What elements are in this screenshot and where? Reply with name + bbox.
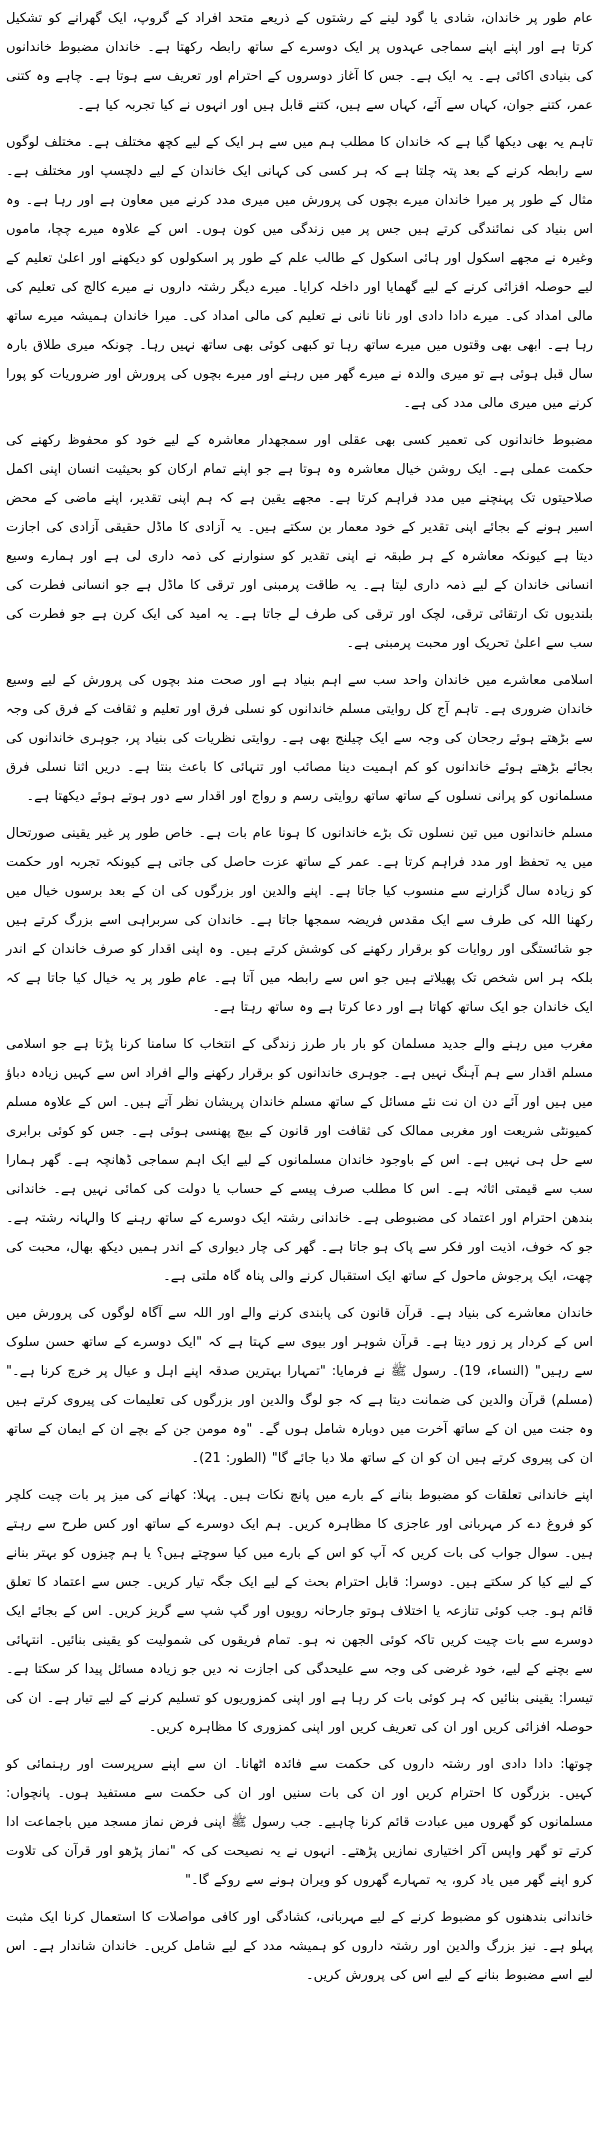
paragraph-islamic-society: اسلامی معاشرے میں خاندان واحد سب سے اہم بنیاد ہے اور صحت مند بچوں کی پرورش کے لیے وسیع خاندان ضروری ہے۔ تاہم آج کل روایتی مسلم خاندانوں کو نسلی فرق اور تعلیم و ثقافت کے فرق کی وجہ سے بڑھتے ہوئے رجحان کی وجہ سے ایک چیلنج بھی ہے۔ روایتی نظریات کی بنیاد پر، جوہری خاندانوں کی بجائے بڑھتے ہوئے خاندانوں کو کم اہمیت دینا مصائب اور تنہائی کا باعث بنتا ہے۔ دریں اثنا نسلی فرق مسلمانوں کو پرانی نسلوں کے ساتھ ساتھ روایتی رسم و رواج اور اقدار سے دور ہوتے ہوئے دیکھتا ہے۔ — [6, 673, 593, 804]
paragraph-strong-families: مضبوط خاندانوں کی تعمیر کسی بھی عقلی اور سمجھدار معاشرہ کے لیے خود کو محفوظ رکھنے کی حکمت عملی ہے۔ ایک روشن خیال معاشرہ وہ ہوتا ہے جو اپنے تمام ارکان کو بحیثیت انسان اپنی اکمل صلاحیتوں تک پہنچنے میں مدد فراہم کرتا ہے۔ مجھے یقین ہے کہ ہم اپنی تقدیر، اپنے ماضی کے محض اسیر ہونے کے بجائے اپنی تقدیر کے خود معمار بن سکتے ہیں۔ یہ آزادی کا ماڈل حقیقی آزادی کی اجازت دیتا ہے کیونکہ معاشرہ کے ہر طبقہ نے اپنی تقدیر کو سنوارنے کی ذمہ داری لی ہے اور ہمارے وسیع انسانی خاندان کے لیے ذمہ داری لیتا ہے۔ یہ طاقت پرمبنی اور ترقی کا ماڈل ہے جو انسانی فطرت کی بلندیوں تک ارتقائی ترقی، لچک اور ترقی کی طرف لے جاتا ہے۔ یہ امید کی ایک کرن ہے جو فطرت کی سب سے اعلیٰ تحریک اور محبت پرمبنی ہے۔ — [6, 433, 593, 651]
paragraph-west: مغرب میں رہنے والے جدید مسلمان کو بار بار طرز زندگی کے انتخاب کا سامنا کرنا پڑتا ہے جو اسلامی مسلم اقدار سے ہم آہنگ نہیں ہے۔ جوہری خاندانوں کو برقرار رکھنے والے افراد اس سے کہیں زیادہ دباؤ میں ہیں اور آئے دن ان نت نئے مسائل کے ساتھ مسلم خاندان پریشان نظر آتے ہیں۔ اس کے علاوہ مسلم کمیونٹی شریعت اور مغربی ممالک کی ثقافت اور قانون کے بیچ پھنسی ہوئی ہے۔ جس کو کوئی برابری سے حل ہی نہیں ہے۔ اس کے باوجود خاندان مسلمانوں کے لیے ایک اہم سماجی ڈھانچہ ہے۔ گھر ہمارا سب سے قیمتی اثاثہ ہے۔ اس کا مطلب صرف پیسے کے حساب یا دولت کی کمائی نہیں ہے۔ خاندانی بندھن احترام اور اعتماد کی مضبوطی ہے۔ خاندانی رشتہ ایک دوسرے کے ساتھ رہنے کا والہانہ رشتہ ہے۔ جو کہ خوف، اذیت اور فکر سے پاک ہو جاتا ہے۔ گھر کی چار دیواری کے اندر ہمیں دیکھ بھال، محبت کی چھت، ایک پرجوش ماحول کے ساتھ ایک استقبال کرنے والی پناہ گاہ ملتی ہے۔ — [6, 1037, 593, 1284]
paragraph-family-meaning: تاہم یہ بھی دیکھا گیا ہے کہ خاندان کا مطلب ہم میں سے ہر ایک کے لیے کچھ مختلف ہے۔ مختلف لوگوں سے رابطہ کرنے کے بعد پتہ چلتا ہے کہ ہر کسی کی کہانی ایک خاندان کے لیے دلچسپ اور مختلف ہے۔ مثال کے طور پر میرا خاندان میرے بچوں کی پرورش میں میری مدد کرنے میں معاون ہے اور رہا ہے۔ وہ اس بنیاد کی نمائندگی کرتے ہیں جس پر میں زندگی میں کون ہوں۔ اس کے علاوہ میرے چچا، ماموں وغیرہ نے مجھے اسکول اور ہائی اسکول کے طالب علم کے طور پر اسکولوں کو دیکھنے اور اعلیٰ تعلیم کے لیے حوصلہ افزائی کرنے کے لیے گھمایا اور داخلہ کرایا۔ میرے دیگر رشتہ داروں نے میرے کالج کی تعلیم کی مالی امداد کی۔ میرے دادا دادی اور نانا نانی نے تعلیم کی مالی امداد کی۔ میرا خاندان ہمیشہ میرے ساتھ رہا ہے۔ ابھی بھی وقتوں میں میرے ساتھ رہا تو کبھی کوئی بھی ساتھ نہیں رہا۔ چونکہ میری طلاق بارہ سال قبل ہوئی ہے تو میری والدہ نے میرے گھر میں رہنے اور میرے بچوں کی پرورش اور ضروریات کو پورا کرنے میں میری مالی مدد کی ہے۔ — [6, 135, 593, 411]
paragraph-intro: عام طور پر خاندان، شادی یا گود لینے کے رشتوں کے ذریعے متحد افراد کے گروپ، ایک گھرانے کو تشکیل کرتا ہے اور اپنے اپنے سماجی عہدوں پر ایک دوسرے کے ساتھ رابطہ رکھتا ہے۔ خاندان مضبوط خاندانوں کی بنیادی اکائی ہے۔ یہ ایک ہے۔ جس کا آغاز دوسروں کے احترام اور تعریف سے ہوتا ہے۔ چاہے وہ کتنی عمر، کتنے جوان، کہاں سے آئے، کہاں سے ہیں، کتنے قابل ہیں اور انہوں نے کیا تجربہ کیا ہے۔ — [6, 11, 593, 113]
paragraph-fourth-fifth: چوتھا: دادا دادی اور رشتہ داروں کی حکمت سے فائدہ اٹھانا۔ ان سے اپنے سرپرست اور رہنمائی کو کہیں۔ بزرگوں کا احترام کریں اور ان کی بات سنیں اور ان کی حکمت سے مستفید ہوں۔ پانچواں: مسلمانوں کو گھروں میں عبادت قائم کرنا چاہیے۔ جب رسول ﷺ اپنی فرض نماز مسجد میں باجماعت ادا کرتے تو گھر واپس آکر اختیاری نمازیں پڑھتے۔ انہوں نے یہ نصیحت کی کہ "نماز پڑھو اور قرآن کی تلاوت کرو اپنے گھر میں یاد کرو، یہ تمہارے گھروں کو ویران ہونے سے روکے گا۔" — [6, 1757, 593, 1888]
paragraph-quran: خاندان معاشرے کی بنیاد ہے۔ قرآن قانون کی پابندی کرنے والے اور اللہ سے آگاہ لوگوں کی پرورش میں اس کے کردار پر زور دیتا ہے۔ قرآن شوہر اور بیوی سے کہتا ہے کہ "ایک دوسرے کے ساتھ حسن سلوک سے رہیں" (النساء، 19)۔ رسول ﷺ نے فرمایا: "تمہارا بہترین صدقہ اپنے اہل و عیال پر خرچ کرنا ہے۔" (مسلم) قرآن والدین کی ضمانت دیتا ہے کہ جو لوگ والدین اور بزرگوں کی تعلیمات کی پیروی کرتے ہیں وہ جنت میں ان کے ساتھ آخرت میں دوبارہ شامل ہوں گے۔ "وہ مومن جن کے بچے ان کے ایمان کے ساتھ ان کی پیروی کرتے ہیں ان کو ان کے ساتھ ملا دیا جائے گا" (الطور: 21)۔ — [6, 1306, 593, 1466]
paragraph-muslim-families: مسلم خاندانوں میں تین نسلوں تک بڑے خاندانوں کا ہونا عام بات ہے۔ خاص طور پر غیر یقینی صورتحال میں یہ تحفظ اور مدد فراہم کرتا ہے۔ عمر کے ساتھ عزت حاصل کی جاتی ہے کیونکہ تجربہ اور حکمت کو زیادہ سال گزارنے سے منسوب کیا جاتا ہے۔ اپنے والدین اور بزرگوں کی ان کے بعد برسوں خیال میں رکھنا اللہ کی طرف سے ایک مقدس فریضہ سمجھا جاتا ہے۔ خاندان کی سربراہی اسے بزرگ کرتے ہیں جو شائستگی اور روایات کو برقرار رکھنے کی کوشش کرتے ہیں۔ وہ اپنی اقدار کو صرف خاندان کے اندر بلکہ ہر اس شخص تک پھیلاتے ہیں جو اس سے رابطہ میں آتا ہے۔ عام طور پر یہ خیال کیا جاتا ہے کہ ایک خاندان جو ایک ساتھ کھاتا ہے اور دعا کرتا ہے وہ ساتھ رہتا ہے۔ — [6, 826, 593, 1015]
paragraph-conclusion: خاندانی بندھنوں کو مضبوط کرنے کے لیے مہربانی، کشادگی اور کافی مواصلات کا استعمال کرنا ایک مثبت پہلو ہے۔ نیز بزرگ والدین اور رشتہ داروں کو ہمیشہ مدد کے لیے شامل کریں۔ خاندان شاندار ہے۔ اس لیے اسے مضبوط بنانے کے لیے اس کی پرورش کریں۔ — [6, 1910, 593, 1983]
paragraph-five-points: اپنے خاندانی تعلقات کو مضبوط بنانے کے بارے میں پانچ نکات ہیں۔ پہلا: کھانے کی میز پر بات چیت کلچر کو فروغ دے کر مہربانی اور عاجزی کا مظاہرہ کریں۔ ہم ایک دوسرے کے ساتھ اور کس طرح سے رہتے ہیں۔ سوال جواب کی بات کریں کہ آپ کو اس کے بارے میں کیا سوچتے ہیں؟ یا ہم چیزوں کو بہتر بنانے کے لیے کیا کر سکتے ہیں۔ دوسرا: قابل احترام بحث کے لیے ایک جگہ تیار کریں۔ جس سے اعتماد کا تعلق قائم ہو۔ جب کوئی تنازعہ یا اختلاف ہوتو جارحانہ رویوں اور گپ شپ سے گریز کریں۔ اس کے بجائے ایک دوسرے سے بات چیت کریں تاکہ کوئی الجھن نہ ہو۔ تمام فریقوں کی شمولیت کو یقینی بنائیں۔ انتہائی سے بچنے کے لیے، خود غرضی کی وجہ سے علیحدگی کی اجازت نہ دیں جو زیادہ مسائل پیدا کر سکتا ہے۔ تیسرا: یقینی بنائیں کہ ہر کوئی بات کر رہا ہے اور اپنی کمزوریوں کو تسلیم کرنے کے لیے تیار ہے۔ ان کی حوصلہ افزائی کریں اور ان کی تعریف کریں اور اپنی کمزوری کا مظاہرہ کریں۔ — [6, 1488, 593, 1735]
